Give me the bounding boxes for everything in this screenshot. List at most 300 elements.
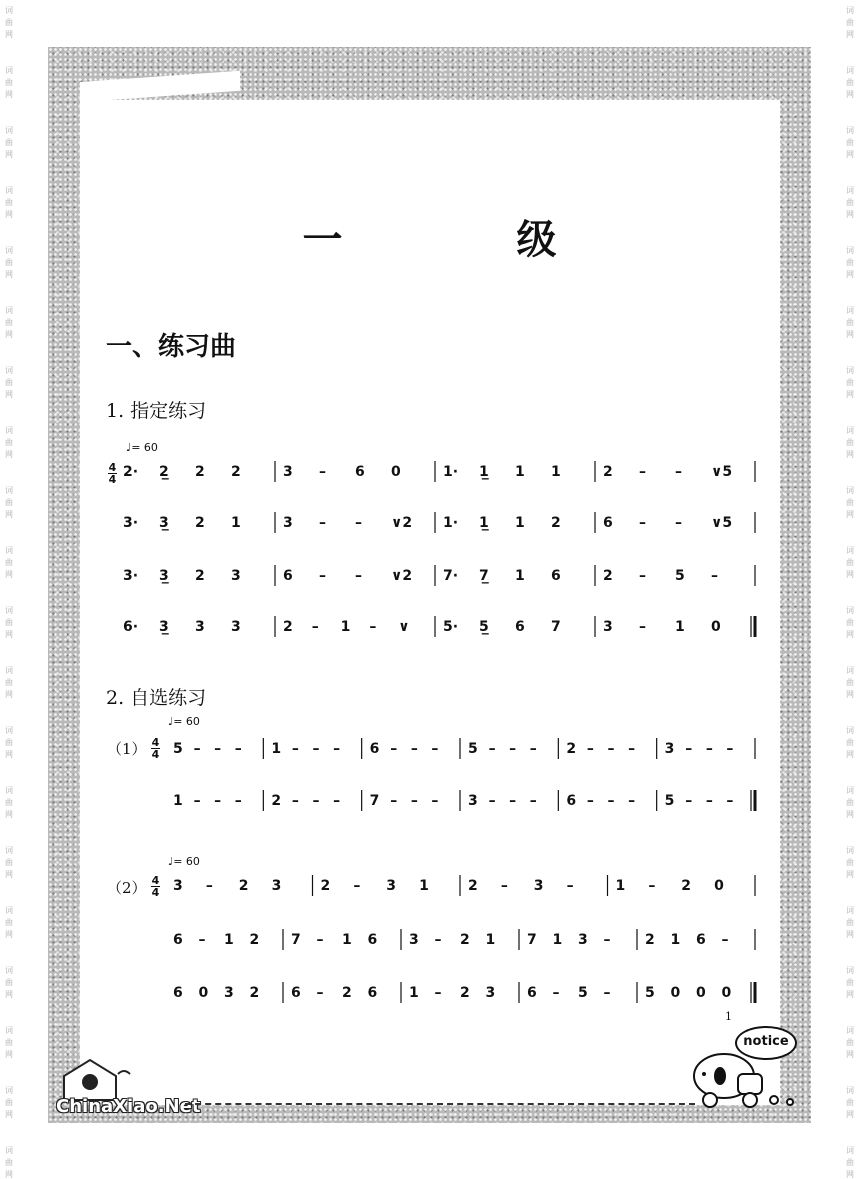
score-note: 1 bbox=[485, 932, 496, 948]
watermark-glyph: 曲 bbox=[846, 318, 854, 327]
watermark-glyph: 曲 bbox=[5, 1158, 13, 1167]
score-note: – bbox=[390, 793, 398, 809]
watermark-glyph: 网 bbox=[846, 1170, 854, 1179]
watermark-glyph: 网 bbox=[5, 210, 13, 219]
score-note: 5 bbox=[645, 985, 655, 1001]
score-note: 3 bbox=[271, 878, 282, 894]
score-note: 6 bbox=[566, 793, 577, 809]
score-note: 2 bbox=[249, 985, 260, 1001]
watermark-glyph: 词 bbox=[846, 486, 854, 495]
watermark-glyph: 曲 bbox=[846, 798, 854, 807]
score-note: 3 bbox=[468, 793, 478, 809]
score-note: 1 bbox=[670, 932, 681, 948]
score-note: 1̲ bbox=[479, 464, 489, 480]
notice-badge: notice bbox=[735, 1026, 797, 1060]
watermark-glyph: 词 bbox=[846, 306, 854, 315]
score-note: – bbox=[639, 568, 646, 584]
score-note: 7· bbox=[443, 568, 459, 584]
watermark-glyph: 曲 bbox=[5, 498, 13, 507]
watermark-glyph: 网 bbox=[5, 690, 13, 699]
score-note: 1 bbox=[552, 932, 563, 948]
score-note: 3 bbox=[173, 878, 183, 894]
score-note: – bbox=[205, 878, 213, 894]
watermark-glyph: 网 bbox=[846, 570, 854, 579]
score-note: – bbox=[711, 568, 718, 584]
watermark-glyph: 词 bbox=[5, 426, 13, 435]
score-note: 6· bbox=[123, 619, 139, 635]
watermark-glyph: 网 bbox=[846, 1110, 854, 1119]
watermark-glyph: 词 bbox=[5, 486, 13, 495]
watermark-glyph: 网 bbox=[5, 450, 13, 459]
score-note: 1· bbox=[443, 515, 459, 531]
score-note: 3 bbox=[283, 515, 293, 531]
watermark-glyph: 词 bbox=[5, 966, 13, 975]
score-note: 5· bbox=[443, 619, 459, 635]
score-note: 3 bbox=[386, 878, 396, 894]
watermark-glyph: 词 bbox=[5, 1086, 13, 1095]
exercise2-part2-time-signature: 4 4 bbox=[151, 874, 160, 899]
watermark-glyph: 网 bbox=[5, 1050, 13, 1059]
exercise1-heading: 1. 指定练习 bbox=[106, 400, 207, 422]
watermark-glyph: 曲 bbox=[5, 858, 13, 867]
watermark-glyph: 网 bbox=[846, 630, 854, 639]
dashed-divider bbox=[185, 1103, 695, 1105]
score-note: 3· bbox=[123, 515, 139, 531]
cartoon-car-illustration bbox=[690, 1046, 800, 1112]
score-note: 1 bbox=[515, 464, 525, 480]
watermark-glyph: 曲 bbox=[5, 918, 13, 927]
watermark-glyph: 网 bbox=[846, 30, 854, 39]
watermark-glyph: 网 bbox=[5, 150, 13, 159]
score-note: 1 bbox=[551, 464, 561, 480]
score-note: 3 bbox=[195, 619, 205, 635]
watermark-glyph: 曲 bbox=[5, 318, 13, 327]
watermark-glyph: 词 bbox=[846, 1026, 854, 1035]
watermark-glyph: 曲 bbox=[846, 1038, 854, 1047]
exercise1-time-signature: 4 4 bbox=[108, 461, 117, 486]
score-note: – bbox=[586, 741, 594, 757]
score-note: – bbox=[685, 793, 693, 809]
watermark-glyph: 词 bbox=[846, 726, 854, 735]
score-note: 1 bbox=[515, 515, 525, 531]
score-note: 0 bbox=[670, 985, 681, 1001]
watermark-glyph: 词 bbox=[846, 786, 854, 795]
score-note: – bbox=[410, 741, 418, 757]
watermark-glyph: 网 bbox=[5, 270, 13, 279]
watermark-glyph: 曲 bbox=[5, 1098, 13, 1107]
watermark-glyph: 曲 bbox=[5, 738, 13, 747]
score-note: 1 bbox=[271, 741, 282, 757]
watermark-glyph: 网 bbox=[846, 150, 854, 159]
watermark-glyph: 网 bbox=[846, 750, 854, 759]
watermark-glyph: 词 bbox=[5, 246, 13, 255]
score-note: 2 bbox=[249, 932, 260, 948]
watermark-glyph: 网 bbox=[846, 990, 854, 999]
score-note: 2 bbox=[468, 878, 478, 894]
watermark-glyph: 词 bbox=[5, 906, 13, 915]
score-note: – bbox=[198, 932, 206, 948]
watermark-glyph: 曲 bbox=[5, 558, 13, 567]
score-note: ∨5 bbox=[711, 515, 733, 531]
score-note: – bbox=[603, 932, 611, 948]
watermark-glyph: 词 bbox=[846, 426, 854, 435]
score-note: 7 bbox=[527, 932, 537, 948]
watermark-glyph: 网 bbox=[846, 1050, 854, 1059]
score-note: – bbox=[234, 741, 242, 757]
score-note: – bbox=[193, 793, 201, 809]
score-note: 1 bbox=[515, 568, 525, 584]
score-note: 1 bbox=[615, 878, 626, 894]
score-note: – bbox=[214, 741, 222, 757]
watermark-glyph: 网 bbox=[5, 90, 13, 99]
score-note: – bbox=[434, 932, 442, 948]
watermark-glyph: 词 bbox=[5, 666, 13, 675]
score-note: ∨2 bbox=[391, 515, 413, 531]
watermark-glyph: 曲 bbox=[846, 1158, 854, 1167]
score-note: – bbox=[316, 985, 324, 1001]
score-note: 1· bbox=[443, 464, 459, 480]
score-note: 2 bbox=[231, 464, 241, 480]
score-note: 0 bbox=[714, 878, 724, 894]
score-note: 3 bbox=[664, 741, 675, 757]
watermark-glyph: 曲 bbox=[846, 438, 854, 447]
score-note: 3 bbox=[578, 932, 588, 948]
score-note: – bbox=[685, 741, 693, 757]
watermark-glyph: 曲 bbox=[5, 798, 13, 807]
score-note: 2 bbox=[342, 985, 352, 1001]
score-note: 1 bbox=[342, 932, 352, 948]
score-note: – bbox=[369, 619, 377, 635]
watermark-glyph: 词 bbox=[846, 966, 854, 975]
site-logo: ChinaXiao.Net bbox=[56, 1096, 201, 1117]
score-note: – bbox=[639, 619, 646, 635]
exercise2-part1-tempo: ♩= 60 bbox=[168, 715, 200, 728]
watermark-glyph: 网 bbox=[846, 510, 854, 519]
watermark-glyph: 网 bbox=[5, 30, 13, 39]
watermark-glyph: 词 bbox=[5, 846, 13, 855]
score-note: 0 bbox=[711, 619, 721, 635]
score-note: 2· bbox=[123, 464, 139, 480]
score-note: 6 bbox=[367, 985, 378, 1001]
watermark-glyph: 词 bbox=[846, 126, 854, 135]
watermark-glyph: 词 bbox=[846, 666, 854, 675]
score-note: 3 bbox=[409, 932, 419, 948]
watermark-glyph: 词 bbox=[846, 546, 854, 555]
watermark-glyph: 曲 bbox=[846, 78, 854, 87]
score-note: ∨5 bbox=[711, 464, 733, 480]
score-note: – bbox=[333, 741, 341, 757]
score-note: 1 bbox=[409, 985, 419, 1001]
watermark-glyph: 词 bbox=[5, 546, 13, 555]
watermark-glyph: 网 bbox=[5, 570, 13, 579]
score-note: 6 bbox=[173, 932, 183, 948]
watermark-glyph: 词 bbox=[5, 606, 13, 615]
score-note: 1 bbox=[419, 878, 429, 894]
exercise2-part2-label: （2） bbox=[107, 879, 147, 897]
watermark-glyph: 网 bbox=[5, 510, 13, 519]
watermark-glyph: 词 bbox=[5, 6, 13, 15]
score-note: – bbox=[648, 878, 656, 894]
score-note: 3̲ bbox=[159, 568, 169, 584]
score-note: 6 bbox=[603, 515, 613, 531]
score-note: 1 bbox=[173, 793, 183, 809]
score-note: – bbox=[721, 932, 729, 948]
watermark-glyph: 词 bbox=[5, 306, 13, 315]
score-note: – bbox=[500, 878, 508, 894]
score-note: – bbox=[488, 793, 496, 809]
watermark-glyph: 网 bbox=[846, 450, 854, 459]
score-note: 6 bbox=[515, 619, 525, 635]
score-note: 0 bbox=[198, 985, 209, 1001]
score-note: – bbox=[312, 793, 320, 809]
watermark-glyph: 曲 bbox=[846, 618, 854, 627]
watermark-glyph: 词 bbox=[5, 1026, 13, 1035]
score-note: 6 bbox=[283, 568, 293, 584]
watermark-glyph: 网 bbox=[5, 1170, 13, 1179]
score-note: – bbox=[291, 741, 299, 757]
watermark-glyph: 网 bbox=[846, 330, 854, 339]
score-note: 1 bbox=[231, 515, 241, 531]
watermark-glyph: 网 bbox=[846, 90, 854, 99]
watermark-glyph: 曲 bbox=[5, 198, 13, 207]
score-note: – bbox=[639, 464, 646, 480]
score-note: – bbox=[607, 793, 615, 809]
watermark-glyph: 网 bbox=[5, 1110, 13, 1119]
watermark-glyph: 曲 bbox=[846, 378, 854, 387]
score-note: 7̲ bbox=[479, 568, 489, 584]
score-note: – bbox=[603, 985, 611, 1001]
score-note: – bbox=[529, 793, 537, 809]
page-title: 一 级 bbox=[302, 216, 637, 263]
score-note: 1 bbox=[675, 619, 685, 635]
score-note: 7 bbox=[551, 619, 561, 635]
score-note: 2 bbox=[271, 793, 282, 809]
score-note: – bbox=[434, 985, 442, 1001]
score-note: 1 bbox=[224, 932, 234, 948]
watermark-glyph: 词 bbox=[846, 6, 854, 15]
score-note: 5 bbox=[675, 568, 685, 584]
score-note: 5̲ bbox=[479, 619, 489, 635]
score-note: 7 bbox=[369, 793, 380, 809]
watermark-glyph: 词 bbox=[846, 366, 854, 375]
score-note: – bbox=[312, 741, 320, 757]
watermark-glyph: 曲 bbox=[5, 978, 13, 987]
score-note: 2 bbox=[603, 464, 613, 480]
score-note: 6 bbox=[551, 568, 561, 584]
watermark-glyph: 词 bbox=[5, 726, 13, 735]
score-note: 5 bbox=[578, 985, 588, 1001]
watermark-glyph: 词 bbox=[5, 366, 13, 375]
score-note: 3 bbox=[533, 878, 544, 894]
score-note: – bbox=[214, 793, 222, 809]
watermark-glyph: 网 bbox=[846, 870, 854, 879]
watermark-glyph: 曲 bbox=[5, 78, 13, 87]
watermark-glyph: 曲 bbox=[846, 738, 854, 747]
score-note: 3 bbox=[231, 568, 241, 584]
watermark-glyph: 曲 bbox=[846, 678, 854, 687]
score-note: – bbox=[705, 793, 713, 809]
score-note: 2 bbox=[460, 932, 470, 948]
watermark-glyph: 曲 bbox=[846, 978, 854, 987]
score-note: 2 bbox=[566, 741, 577, 757]
score-note: 2 bbox=[460, 985, 470, 1001]
score-note: – bbox=[529, 741, 537, 757]
watermark-glyph: 网 bbox=[5, 390, 13, 399]
watermark-glyph: 曲 bbox=[5, 678, 13, 687]
watermark-glyph: 曲 bbox=[846, 918, 854, 927]
watermark-glyph: 曲 bbox=[5, 258, 13, 267]
score-note: – bbox=[410, 793, 418, 809]
score-note: 6 bbox=[696, 932, 706, 948]
score-note: – bbox=[509, 793, 517, 809]
score-note: 6 bbox=[173, 985, 183, 1001]
watermark-glyph: 网 bbox=[846, 690, 854, 699]
watermark-glyph: 曲 bbox=[5, 1038, 13, 1047]
score-note: 0 bbox=[721, 985, 732, 1001]
watermark-glyph: 词 bbox=[846, 1146, 854, 1155]
watermark-glyph: 网 bbox=[5, 630, 13, 639]
score-note: – bbox=[628, 793, 636, 809]
score-note: – bbox=[316, 932, 324, 948]
watermark-glyph: 网 bbox=[846, 930, 854, 939]
score-note: – bbox=[726, 793, 734, 809]
watermark-glyph: 词 bbox=[5, 1146, 13, 1155]
watermark-glyph: 曲 bbox=[5, 18, 13, 27]
section-heading: 一、练习曲 bbox=[106, 332, 237, 362]
score-note: 3· bbox=[123, 568, 139, 584]
score-note: 3̲ bbox=[159, 619, 169, 635]
score-note: – bbox=[705, 741, 713, 757]
exercise2-part2-tempo: ♩= 60 bbox=[168, 855, 200, 868]
score-note: 3 bbox=[224, 985, 234, 1001]
score-note: – bbox=[675, 464, 682, 480]
exercise2-part1-time-signature: 4 4 bbox=[151, 736, 160, 761]
score-note: 3 bbox=[231, 619, 241, 635]
watermark-glyph: 曲 bbox=[846, 1098, 854, 1107]
score-note: ∨ bbox=[398, 619, 410, 635]
score-note: 6 bbox=[367, 932, 378, 948]
score-note: – bbox=[607, 741, 615, 757]
watermark-glyph: 网 bbox=[5, 750, 13, 759]
watermark-glyph: 词 bbox=[846, 606, 854, 615]
score-note: – bbox=[319, 515, 326, 531]
score-note: 2 bbox=[551, 515, 561, 531]
watermark-glyph: 曲 bbox=[846, 498, 854, 507]
score-note: 2 bbox=[238, 878, 249, 894]
score-note: – bbox=[586, 793, 594, 809]
score-note: 5 bbox=[468, 741, 478, 757]
score-note: – bbox=[628, 741, 636, 757]
watermark-glyph: 曲 bbox=[846, 258, 854, 267]
watermark-glyph: 词 bbox=[846, 246, 854, 255]
score-note: 3̲ bbox=[159, 515, 169, 531]
watermark-glyph: 网 bbox=[846, 390, 854, 399]
score-note: 3 bbox=[603, 619, 613, 635]
score-note: 1 bbox=[340, 619, 351, 635]
exercise2-part1-label: （1） bbox=[107, 740, 147, 758]
score-note: – bbox=[390, 741, 398, 757]
watermark-glyph: 曲 bbox=[846, 18, 854, 27]
watermark-glyph: 曲 bbox=[5, 378, 13, 387]
watermark-glyph: 词 bbox=[5, 186, 13, 195]
score-note: – bbox=[353, 878, 361, 894]
score-note: 1̲ bbox=[479, 515, 489, 531]
score-note: 2 bbox=[195, 568, 205, 584]
watermark-glyph: 网 bbox=[5, 870, 13, 879]
score-note: – bbox=[319, 568, 326, 584]
score-note: 6 bbox=[369, 741, 380, 757]
watermark-glyph: 曲 bbox=[846, 858, 854, 867]
exercise2-heading: 2. 自选练习 bbox=[106, 687, 207, 709]
watermark-glyph: 曲 bbox=[5, 618, 13, 627]
watermark-glyph: 词 bbox=[5, 66, 13, 75]
score-note: 6 bbox=[291, 985, 301, 1001]
score-note: ∨2 bbox=[391, 568, 413, 584]
score-note: 2 bbox=[195, 515, 205, 531]
score-note: – bbox=[726, 741, 734, 757]
watermark-glyph: 网 bbox=[5, 330, 13, 339]
score-note: – bbox=[431, 793, 439, 809]
score-note: – bbox=[333, 793, 341, 809]
score-note: – bbox=[566, 878, 574, 894]
score-note: 2 bbox=[645, 932, 655, 948]
page-number: 1 bbox=[725, 1010, 732, 1023]
score-note: – bbox=[291, 793, 299, 809]
score-note: – bbox=[234, 793, 242, 809]
watermark-glyph: 网 bbox=[846, 210, 854, 219]
score-note: 0 bbox=[391, 464, 401, 480]
watermark-glyph: 词 bbox=[846, 186, 854, 195]
watermark-glyph: 词 bbox=[5, 786, 13, 795]
watermark-glyph: 词 bbox=[846, 846, 854, 855]
score-note: – bbox=[193, 741, 201, 757]
score-note: 6 bbox=[355, 464, 365, 480]
score-note: 2 bbox=[195, 464, 205, 480]
score-note: – bbox=[509, 741, 517, 757]
score-note: – bbox=[552, 985, 560, 1001]
watermark-glyph: 词 bbox=[846, 66, 854, 75]
score-note: – bbox=[488, 741, 496, 757]
score-note: – bbox=[675, 515, 682, 531]
exercise1-tempo: ♩= 60 bbox=[126, 441, 158, 454]
score-note: 6 bbox=[527, 985, 537, 1001]
score-note: 3 bbox=[283, 464, 293, 480]
score-note: 3 bbox=[485, 985, 496, 1001]
score-note: – bbox=[355, 515, 362, 531]
score-note: – bbox=[311, 619, 319, 635]
watermark-glyph: 曲 bbox=[846, 138, 854, 147]
watermark-glyph: 网 bbox=[846, 810, 854, 819]
watermark-glyph: 曲 bbox=[5, 138, 13, 147]
watermark-glyph: 词 bbox=[846, 1086, 854, 1095]
score-note: 2 bbox=[320, 878, 331, 894]
score-note: 2̲ bbox=[159, 464, 169, 480]
score-note: – bbox=[319, 464, 326, 480]
score-note: – bbox=[431, 741, 439, 757]
watermark-glyph: 曲 bbox=[846, 198, 854, 207]
watermark-glyph: 词 bbox=[846, 906, 854, 915]
score-note: 7 bbox=[291, 932, 301, 948]
score-note: 2 bbox=[283, 619, 293, 635]
watermark-glyph: 网 bbox=[5, 930, 13, 939]
score-note: 5 bbox=[173, 741, 183, 757]
score-note: – bbox=[355, 568, 362, 584]
score-note: 5 bbox=[664, 793, 675, 809]
score-note: 2 bbox=[681, 878, 691, 894]
score-note: 2 bbox=[603, 568, 613, 584]
score-note: – bbox=[639, 515, 646, 531]
watermark-glyph: 曲 bbox=[846, 558, 854, 567]
